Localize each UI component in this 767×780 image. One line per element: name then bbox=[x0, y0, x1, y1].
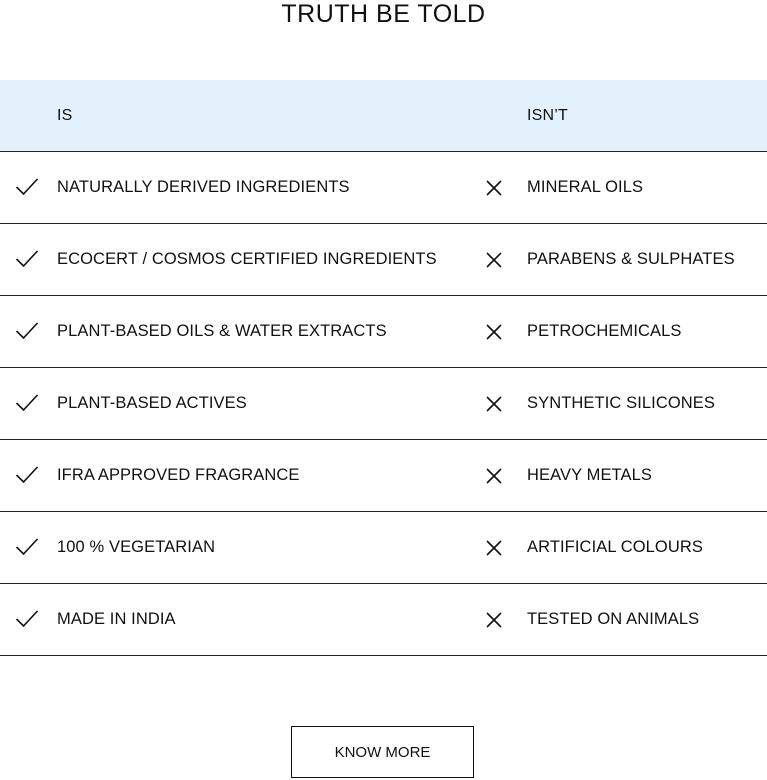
is-item: PLANT-BASED ACTIVES bbox=[57, 394, 247, 412]
check-icon bbox=[15, 465, 39, 485]
know-more-button[interactable]: KNOW MORE bbox=[291, 726, 474, 778]
is-item: ECOCERT / COSMOS CERTIFIED INGREDIENTS bbox=[57, 250, 437, 268]
table-row bbox=[0, 584, 767, 656]
isnt-item: HEAVY METALS bbox=[527, 466, 652, 484]
check-icon bbox=[15, 537, 39, 557]
isnt-item: MINERAL OILS bbox=[527, 178, 644, 196]
is-item: MADE IN INDIA bbox=[57, 610, 176, 628]
check-icon bbox=[15, 393, 39, 413]
cross-icon bbox=[485, 539, 503, 557]
cross-icon bbox=[485, 395, 503, 413]
isnt-item: PARABENS & SULPHATES bbox=[527, 250, 735, 268]
table-row bbox=[0, 512, 767, 584]
page-title: TRUTH BE TOLD bbox=[281, 0, 486, 28]
table-row bbox=[0, 440, 767, 512]
is-item: PLANT-BASED OILS & WATER EXTRACTS bbox=[57, 322, 387, 340]
cross-icon bbox=[485, 467, 503, 485]
is-item: 100 % VEGETARIAN bbox=[57, 538, 216, 556]
cross-icon bbox=[485, 323, 503, 341]
cross-icon bbox=[485, 611, 503, 629]
table-row bbox=[0, 296, 767, 368]
check-icon bbox=[15, 321, 39, 341]
table-row bbox=[0, 152, 767, 224]
isnt-item: SYNTHETIC SILICONES bbox=[527, 394, 716, 412]
header-isnt: ISN’T bbox=[527, 107, 568, 124]
check-icon bbox=[15, 609, 39, 629]
check-icon bbox=[15, 177, 39, 197]
table-row bbox=[0, 368, 767, 440]
check-icon bbox=[15, 249, 39, 269]
table-row bbox=[0, 224, 767, 296]
is-item: NATURALLY DERIVED INGREDIENTS bbox=[57, 178, 350, 196]
cross-icon bbox=[485, 179, 503, 197]
is-item: IFRA APPROVED FRAGRANCE bbox=[57, 466, 300, 484]
cross-icon bbox=[485, 251, 503, 269]
isnt-item: PETROCHEMICALS bbox=[527, 322, 682, 340]
isnt-item: ARTIFICIAL COLOURS bbox=[527, 538, 704, 556]
header-is: IS bbox=[57, 107, 73, 124]
table-header bbox=[0, 80, 767, 152]
isnt-item: TESTED ON ANIMALS bbox=[527, 610, 700, 628]
comparison-table bbox=[0, 80, 767, 656]
